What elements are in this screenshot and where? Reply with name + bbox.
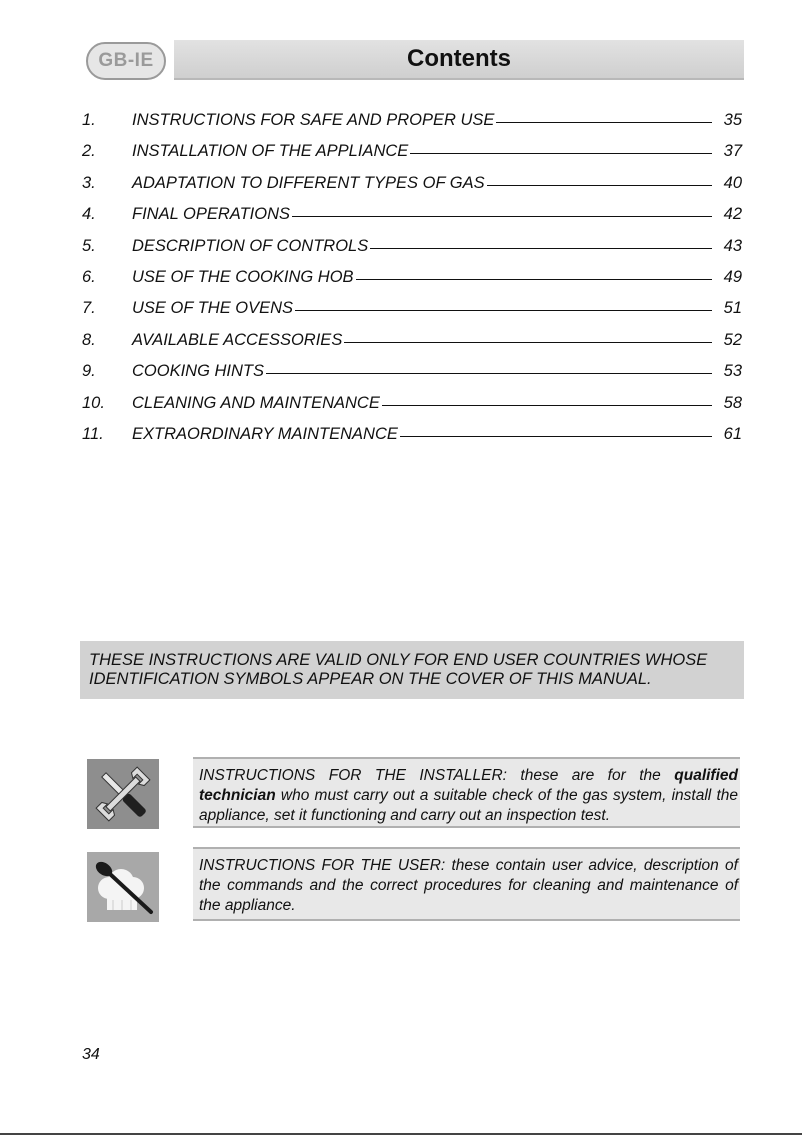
- page-number: 34: [82, 1046, 100, 1063]
- toc-entry[interactable]: [82, 205, 742, 236]
- table-of-contents: [82, 111, 742, 456]
- toc-label: CLEANING AND MAINTENANCE: [132, 393, 380, 412]
- toc-number: 5.: [82, 236, 96, 255]
- language-badge: GB-IE: [86, 42, 166, 80]
- toc-page: 35: [723, 111, 742, 129]
- toc-entry[interactable]: [82, 142, 742, 173]
- toc-number: 7.: [82, 299, 96, 318]
- page-title: Contents: [174, 40, 744, 80]
- toc-page: 51: [723, 299, 742, 318]
- toc-page: 58: [723, 393, 742, 412]
- installer-emphasis: qualified technician: [199, 767, 738, 804]
- toc-label: AVAILABLE ACCESSORIES: [132, 330, 343, 349]
- toc-label: INSTALLATION OF THE APPLIANCE: [132, 142, 409, 161]
- toc-leader: [370, 248, 712, 249]
- user-instructions: INSTRUCTIONS FOR THE USER: these contain user advice, description of the commands and the correct procedures for cleaning and maintenance of the appliance.: [193, 847, 740, 921]
- installer-text-start: INSTRUCTIONS FOR THE INSTALLER: these are for the: [199, 767, 675, 784]
- installer-text-end: who must carry out a suitable check of the gas system, install the appliance, set it functioning and carry out an inspection test.: [199, 787, 738, 824]
- toc-leader: [400, 436, 712, 437]
- toc-entry[interactable]: [82, 174, 742, 205]
- toc-label: USE OF THE COOKING HOB: [132, 267, 354, 286]
- toc-label: FINAL OPERATIONS: [132, 205, 291, 224]
- toc-page: 37: [723, 142, 742, 161]
- toc-entry[interactable]: [82, 425, 742, 456]
- toc-label: DESCRIPTION OF CONTROLS: [132, 236, 369, 255]
- toc-label: ADAPTATION TO DIFFERENT TYPES OF GAS: [132, 173, 485, 192]
- toc-label: USE OF THE OVENS: [132, 299, 294, 318]
- toc-leader: [496, 122, 712, 123]
- toc-leader: [356, 279, 712, 280]
- installer-instructions: [193, 757, 740, 828]
- toc-number: 3.: [82, 173, 96, 192]
- bottom-rule: [0, 1133, 802, 1135]
- toc-entry[interactable]: [82, 394, 742, 425]
- toc-entry[interactable]: [82, 331, 742, 362]
- toc-number: 8.: [82, 330, 96, 349]
- toc-label: INSTRUCTIONS FOR SAFE AND PROPER USE: [132, 111, 495, 129]
- chef-spoon-icon: [87, 852, 159, 922]
- toc-page: 52: [723, 330, 742, 349]
- toc-leader: [487, 185, 712, 186]
- toc-entry[interactable]: [82, 111, 742, 142]
- toc-leader: [292, 216, 712, 217]
- toc-leader: [410, 153, 712, 154]
- toc-number: 6.: [82, 267, 96, 286]
- toc-number: 2.: [82, 142, 96, 161]
- tools-icon: [87, 759, 159, 829]
- toc-entry[interactable]: [82, 299, 742, 330]
- toc-page: 42: [723, 205, 742, 224]
- toc-page: 43: [723, 236, 742, 255]
- toc-number: 11.: [82, 424, 104, 443]
- validity-notice: THESE INSTRUCTIONS ARE VALID ONLY FOR END USER COUNTRIES WHOSE IDENTIFICATION SYMBOLS APPEAR ON THE COVER OF THIS MANUAL.: [80, 641, 744, 699]
- toc-entry[interactable]: [82, 362, 742, 393]
- toc-page: 49: [723, 267, 742, 286]
- toc-leader: [344, 342, 712, 343]
- toc-page: 53: [723, 362, 742, 381]
- toc-leader: [295, 310, 712, 311]
- toc-entry[interactable]: [82, 268, 742, 299]
- toc-number: 9.: [82, 362, 96, 381]
- toc-leader: [266, 373, 712, 374]
- toc-number: 4.: [82, 205, 96, 224]
- toc-page: 61: [723, 424, 742, 443]
- toc-number: 1.: [82, 111, 96, 129]
- toc-label: EXTRAORDINARY MAINTENANCE: [132, 424, 398, 443]
- toc-label: COOKING HINTS: [132, 362, 265, 381]
- toc-page: 40: [723, 173, 742, 192]
- toc-leader: [382, 405, 712, 406]
- toc-number: 10.: [82, 393, 105, 412]
- toc-entry[interactable]: [82, 237, 742, 268]
